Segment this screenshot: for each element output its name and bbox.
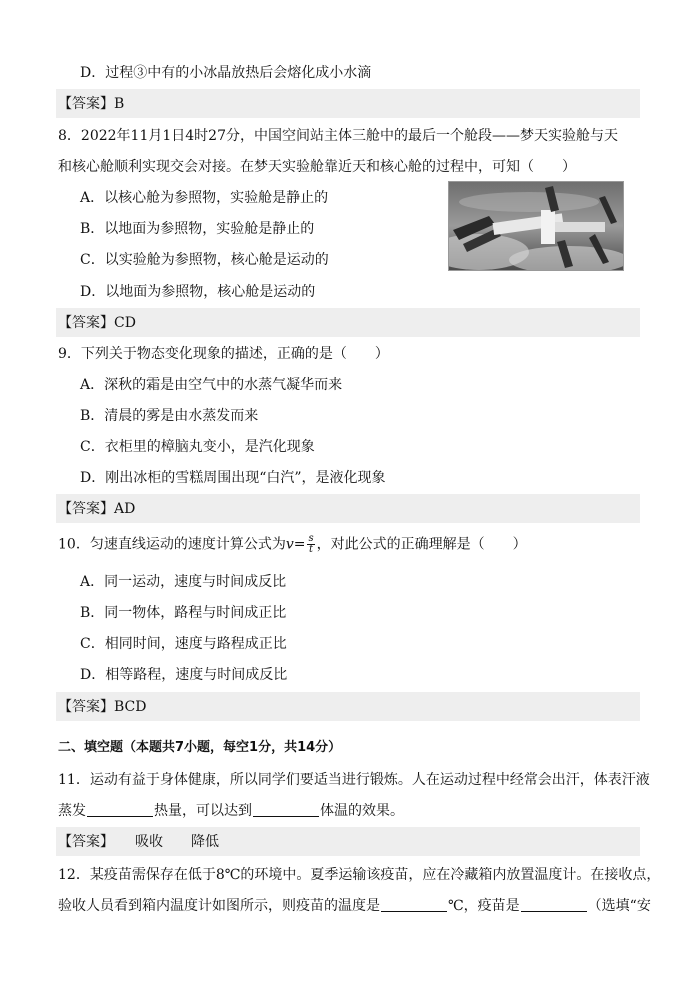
q9-option-d: D．刚出冰柜的雪糕周围出现“白汽”，是液化现象: [80, 470, 386, 486]
formula-numerator: s: [308, 533, 314, 544]
q8-answer-bar: [56, 308, 640, 337]
q11-blank-1: [87, 802, 153, 817]
q9-stem: 9．下列关于物态变化现象的描述，正确的是（ ）: [58, 346, 389, 362]
formula-fraction: [307, 534, 314, 555]
q9-option-c: C．衣柜里的樟脑丸变小，是汽化现象: [80, 439, 315, 455]
q8-stem-line2: 和核心舱顺利实现交会对接。在梦天实验舱靠近天和核心舱的过程中，可知（ ）: [58, 159, 576, 175]
q11-text-a: 蒸发: [58, 803, 86, 819]
q8-option-a: A．以核心舱为参照物，实验舱是静止的: [80, 190, 329, 206]
q10-answer-bar: [56, 692, 640, 721]
q10-option-d: D．相等路程，速度与时间成反比: [80, 667, 288, 683]
q10-option-b: B．同一物体，路程与时间成正比: [80, 605, 287, 621]
q8-option-b: B．以地面为参照物，实验舱是静止的: [80, 221, 315, 237]
q9-option-a: A．深秋的霜是由空气中的水蒸气凝华而来: [80, 377, 343, 393]
formula-equals: =: [293, 536, 306, 553]
q10-stem-after: ，对此公式的正确理解是（ ）: [316, 536, 527, 553]
q12-blank-1: [381, 897, 447, 912]
q12-blank-2: [521, 897, 587, 912]
q9-answer: 【答案】AD: [58, 501, 136, 517]
q10-stem: [58, 534, 527, 555]
q12-text-b: ℃，疫苗是: [448, 898, 520, 914]
q12-line1: 12．某疫苗需保存在低于8℃的环境中。夏季运输该疫苗，应在冷藏箱内放置温度计。在接收点，: [58, 867, 661, 883]
q12-text-c: （选填“安: [587, 898, 651, 914]
q11-blank-2: [253, 802, 319, 817]
q11-text-c: 体温的效果。: [320, 803, 404, 819]
q8-option-c: C．以实验舱为参照物，核心舱是运动的: [80, 252, 329, 268]
q8-option-d: D．以地面为参照物，核心舱是运动的: [80, 284, 316, 300]
q7-answer-bar: [56, 89, 640, 118]
q12-text-a: 验收人员看到箱内温度计如图所示，则疫苗的温度是: [58, 898, 380, 914]
q10-option-c: C．相同时间，速度与路程成正比: [80, 636, 287, 652]
q11-text-b: 热量，可以达到: [154, 803, 252, 819]
q7-option-d: D．过程③中有的小冰晶放热后会熔化成小水滴: [80, 65, 372, 81]
q11-line1: 11．运动有益于身体健康，所以同学们要适当进行锻炼。人在运动过程中经常会出汗，体表汗液: [58, 772, 650, 788]
q10-stem-before: 10．匀速直线运动的速度计算公式为: [58, 536, 286, 553]
q10-answer: 【答案】BCD: [58, 699, 147, 715]
q9-option-b: B．清晨的雾是由水蒸发而来: [80, 408, 259, 424]
space-station-photo: [448, 181, 624, 271]
q10-option-a: A．同一运动，速度与时间成反比: [80, 574, 287, 590]
q9-answer-bar: [56, 494, 640, 523]
q11-answer-bar: [56, 827, 640, 856]
section-title-fill-in: 二、填空题（本题共7小题，每空1分，共14分）: [58, 740, 342, 755]
q12-line2: [58, 896, 651, 916]
q11-answer: 【答案】 吸收 降低: [58, 834, 219, 850]
q8-answer: 【答案】CD: [58, 315, 136, 331]
formula-v: v: [285, 536, 294, 553]
q11-line2: [58, 801, 404, 821]
q7-answer: 【答案】B: [58, 96, 125, 112]
formula-denominator: t: [309, 544, 314, 555]
q8-stem-line1: 8．2022年11月1日4时27分，中国空间站主体三舱中的最后一个舱段——梦天实验舱与天: [58, 128, 618, 144]
